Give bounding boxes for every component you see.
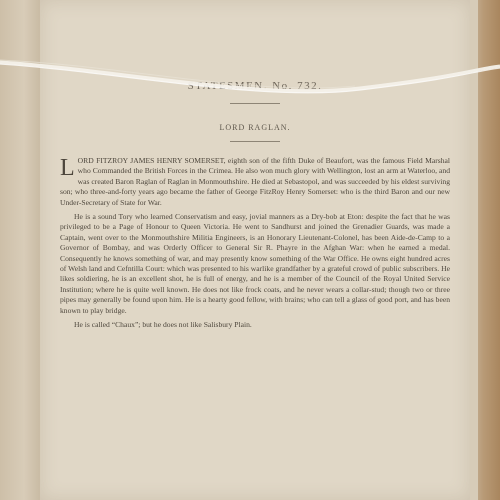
frame-right-edge (470, 0, 478, 500)
drop-cap: L (60, 155, 75, 181)
paragraph-3: He is called “Chaux”; but he does not like Salisbury Plain. (74, 320, 252, 330)
paragraph-2: He is a sound Tory who learned Conservatism and easy, jovial manners as a Dry-bob at Eton: despite the fact that he was privileged to be a Page of Honour to Queen Victoria. He went to Sandhurst and joined the Grenadier Guards, was made a Captain, went over to the Monmouthshire Militia Engineers, is an Honorary Lieutenant-Colonel, has been Aide-de-Camp to a Governor of Bombay, and was Orderly Officer to General Sir R. Phayre in the Afghan War: when he earned a medal. Consequently he knows something of war, and may presently know something of the War Office. He owns eight hundred acres of Welsh land and Cefntilla Court: which was presented to his warlike grandfather by a grateful crowd of public subscribers. He likes soldiering, he is an excellent shot, he is full of energy, and he is a member of the Council of the Royal United Service Institution; where he is quite well known. He does not like frock coats, and he never wears a collar-stud; though two or three pipes may generally be found upon him. He is a hearty good fellow, with brains; who can tell a glass of good port, and has been known to play bridge. (60, 212, 450, 315)
document-sheet (40, 0, 470, 500)
frame-left-border (0, 0, 40, 500)
title-rule (230, 141, 280, 142)
paragraph-1: LORD FITZROY JAMES HENRY SOMERSET, eighth son of the fifth Duke of Beaufort, was the famous Field Marshal who Commanded the British Forces in the Crimea. He also won much glory with Wellington, lost an arm at Waterloo, and was created Baron Raglan of Raglan in Monmouthshire. He died at Sebastopol, and was succeeded by his eldest surviving son; who three-and-forty years ago became the father of George FitzRoy Henry Somerset: who is the third Baron and our new Under-Secretary of State for War. (60, 155, 450, 207)
series-header: STATESMEN. No. 732. (187, 80, 323, 92)
article-title: LORD RAGLAN. (219, 123, 291, 132)
header-rule (230, 103, 280, 104)
article-body (60, 156, 450, 335)
